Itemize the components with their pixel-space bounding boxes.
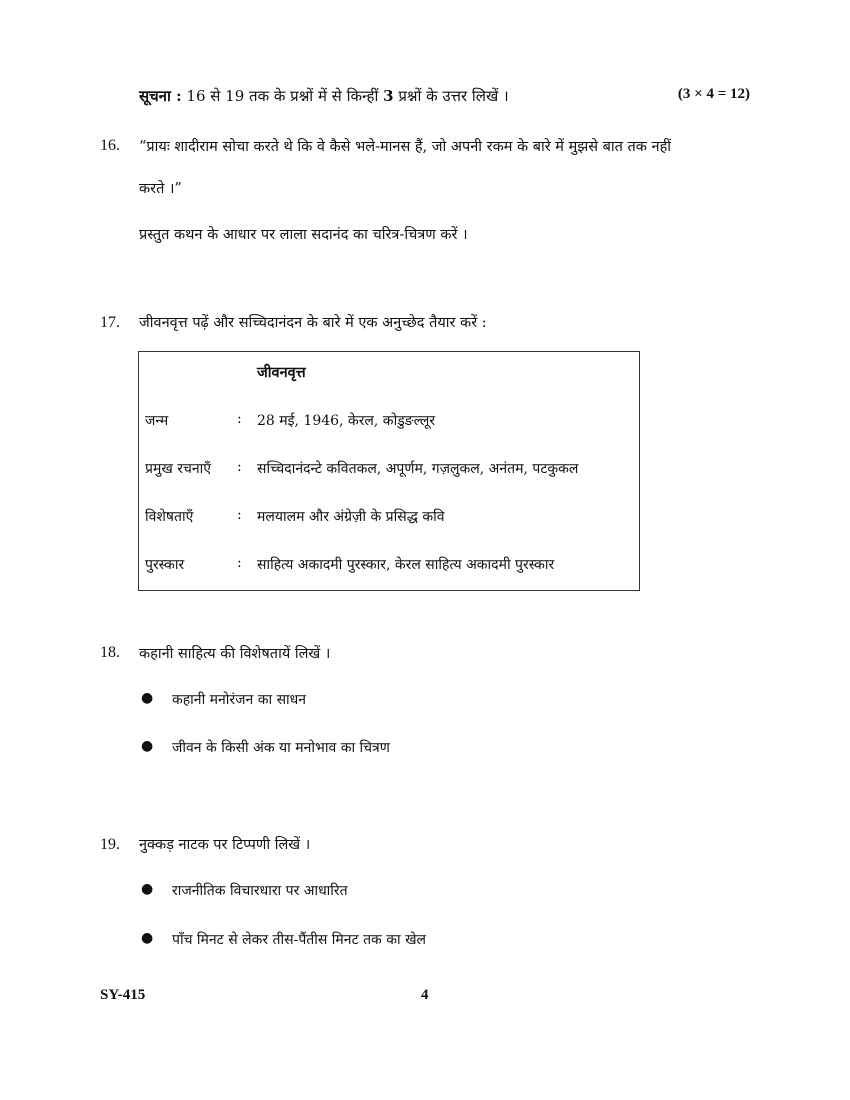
list-item-text: जीवन के किसी अंक या मनोभाव का चित्रण [172, 740, 390, 756]
question-17-prompt: जीवनवृत्त पढ़ें और सच्चिदानंदन के बारे में एक अनुच्छेद तैयार करें : [139, 315, 487, 331]
row-label: जन्म [145, 413, 169, 429]
question-18-prompt: कहानी साहित्य की विशेषतायें लिखें । [139, 646, 331, 662]
bullet-icon: ● [141, 738, 154, 754]
marks-allocation: (3 × 4 = 12) [677, 86, 750, 102]
instruction-count: 3 [383, 87, 394, 105]
bullet-icon: ● [141, 881, 154, 897]
instruction-text-1: 16 से 19 तक के प्रश्नों में से किन्हीं [181, 87, 384, 105]
row-separator: : [237, 555, 242, 571]
row-separator: : [237, 507, 242, 523]
row-separator: : [237, 459, 242, 475]
question-16-number: 16. [100, 137, 120, 154]
bullet-icon: ● [141, 930, 154, 946]
instruction-text-2: प्रश्नों के उत्तर लिखें । [393, 87, 509, 105]
row-label: विशेषताएँ [145, 509, 194, 525]
question-16-prompt: प्रस्तुत कथन के आधार पर लाला सदानंद का चरित्र-चित्रण करें । [139, 227, 468, 243]
biography-heading: जीवनवृत्त [257, 364, 306, 381]
instruction-line [139, 86, 509, 106]
row-separator: : [237, 411, 242, 427]
list-item-text: कहानी मनोरंजन का साधन [172, 692, 307, 708]
row-label: प्रमुख रचनाएँ [145, 461, 211, 477]
list-item-text: पाँच मिनट से लेकर तीस-पैंतीस मिनट तक का खेल [172, 932, 427, 948]
question-18-number: 18. [100, 644, 120, 661]
instruction-label: सूचना : [139, 87, 182, 105]
row-label: पुरस्कार [145, 557, 185, 573]
biography-table [138, 351, 640, 591]
question-17-number: 17. [100, 314, 120, 331]
question-19-prompt: नुक्कड़ नाटक पर टिप्पणी लिखें । [139, 837, 311, 853]
row-value: साहित्य अकादमी पुरस्कार, केरल साहित्य अकादमी पुरस्कार [257, 557, 555, 573]
list-item-text: राजनीतिक विचारधारा पर आधारित [172, 883, 348, 899]
question-19-number: 19. [100, 836, 120, 853]
row-value: 28 मई, 1946, केरल, कोडुङल्लूर [257, 413, 436, 429]
question-16-quote-line-1: “प्रायः शादीराम सोचा करते थे कि वे कैसे भले-मानस हैं, जो अपनी रकम के बारे में मुझसे बात तक नहीं [139, 139, 672, 155]
bullet-icon: ● [141, 690, 154, 706]
row-value: सच्चिदानंदन्टे कवितकल, अपूर्णम, गज़लुकल, अनंतम, पटकुकल [257, 461, 579, 477]
row-value: मलयालम और अंग्रेज़ी के प्रसिद्ध कवि [257, 509, 445, 525]
question-16-quote-line-2: करते ।” [139, 181, 182, 197]
page-number: 4 [421, 987, 429, 1003]
paper-code: SY-415 [100, 987, 146, 1003]
